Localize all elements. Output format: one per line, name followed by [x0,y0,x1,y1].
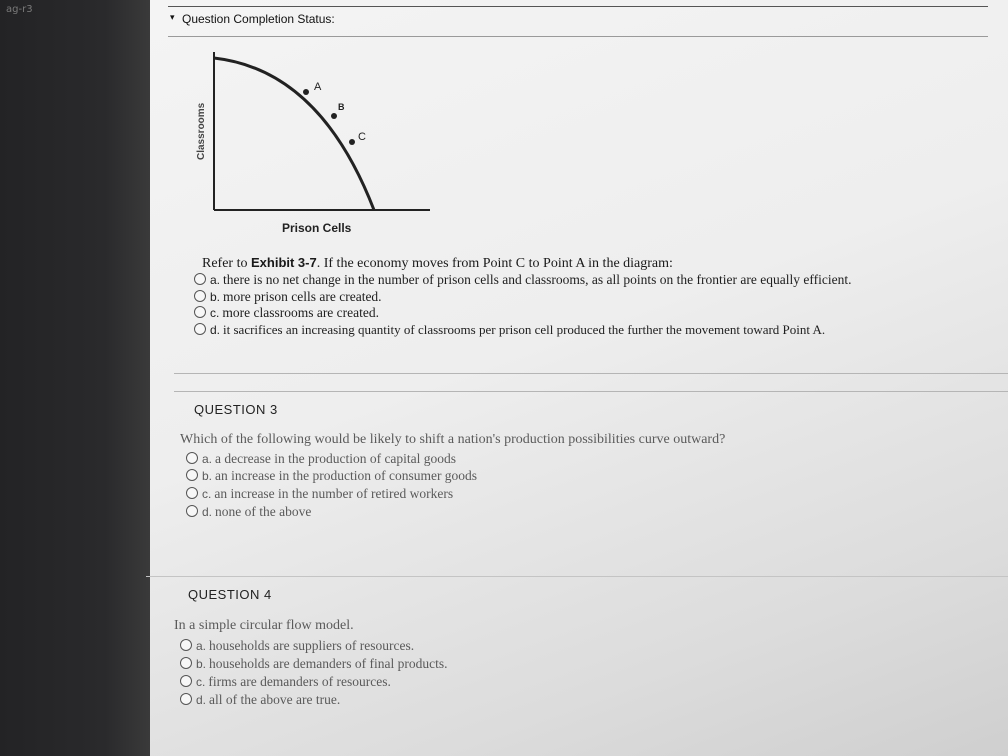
top-rule [168,6,988,7]
prompt-text: . If the economy moves from Point C to Point A in the diagram: [316,256,673,271]
option-letter: d. [196,693,207,707]
tab-mark: ag-r3 [6,4,33,15]
option-text: an increase in the number of retired workers [214,486,454,501]
radio-button[interactable] [186,487,198,499]
option-letter: b. [202,469,213,483]
option-text: households are demanders of final products. [209,656,448,671]
x-axis-label: Prison Cells [282,221,352,235]
question-3-prompt: Which of the following would be likely to shift a nation's production possibilities curve outward? [180,432,726,447]
question-4-header: QUESTION 4 [188,587,272,602]
ppf-chart [196,50,440,240]
q4-option-c[interactable] [180,674,391,690]
ppf-curve [214,58,374,210]
option-letter: a. [196,639,207,653]
radio-button[interactable] [194,323,206,335]
option-letter: a. [202,452,213,466]
question-divider [146,576,1008,577]
prompt-text: Refer to [202,256,251,271]
y-axis-label: Classrooms [196,102,207,160]
option-text: households are suppliers of resources. [209,638,415,653]
option-letter: b. [210,290,221,304]
q2-option-b[interactable] [194,289,382,305]
radio-button[interactable] [194,290,206,302]
radio-button[interactable] [194,273,206,285]
option-text: none of the above [215,504,312,519]
option-letter: b. [196,657,207,671]
q3-option-c[interactable] [186,486,453,502]
q4-option-a[interactable] [180,638,414,654]
option-letter: d. [210,323,221,337]
radio-button[interactable] [180,639,192,651]
radio-button[interactable] [180,693,192,705]
collapse-triangle-icon[interactable]: ▾ [170,12,175,22]
option-text: firms are demanders of resources. [208,674,391,689]
option-text: more prison cells are created. [223,289,382,304]
q4-option-d[interactable] [180,692,340,708]
question-4-prompt: In a simple circular flow model. [174,618,354,633]
radio-button[interactable] [186,452,198,464]
q2-option-c[interactable] [194,305,379,321]
point-c-label: C [358,131,366,143]
point-b [331,113,337,119]
point-a [303,89,309,95]
q3-option-d[interactable] [186,504,311,520]
option-text: it sacrifices an increasing quantity of classrooms per prison cell produced the further the movement toward Point A. [223,322,826,337]
option-text: an increase in the production of consumer goods [215,468,478,483]
exhibit-ref: Exhibit 3-7 [250,255,317,270]
point-a-label: A [314,81,322,93]
q3-option-a[interactable] [186,451,456,467]
option-letter: c. [202,487,212,501]
q2-option-d[interactable] [194,322,825,338]
question-2-prompt [202,255,673,272]
q2-option-a[interactable] [194,272,851,288]
radio-button[interactable] [194,306,206,318]
option-letter: d. [202,505,213,519]
point-b-label: B [338,102,345,112]
option-text: all of the above are true. [209,692,341,707]
point-c [349,139,355,145]
option-letter: c. [196,675,206,689]
radio-button[interactable] [186,469,198,481]
question-completion-status[interactable] [168,6,988,37]
option-text: a decrease in the production of capital goods [215,451,457,466]
q3-option-b[interactable] [186,468,477,484]
option-letter: a. [210,273,221,287]
status-label: Question Completion Status: [182,12,335,26]
question-divider [174,391,1008,392]
quiz-page [150,0,1008,756]
monitor-bezel [0,0,150,756]
question-3-header: QUESTION 3 [194,402,278,417]
option-text: more classrooms are created. [222,305,380,320]
option-text: there is no net change in the number of prison cells and classrooms, as all points on the frontier are equally efficient. [223,272,852,287]
option-letter: c. [210,306,220,320]
radio-button[interactable] [180,675,192,687]
q4-option-b[interactable] [180,656,447,672]
radio-button[interactable] [186,505,198,517]
radio-button[interactable] [180,657,192,669]
question-divider [174,373,1008,374]
